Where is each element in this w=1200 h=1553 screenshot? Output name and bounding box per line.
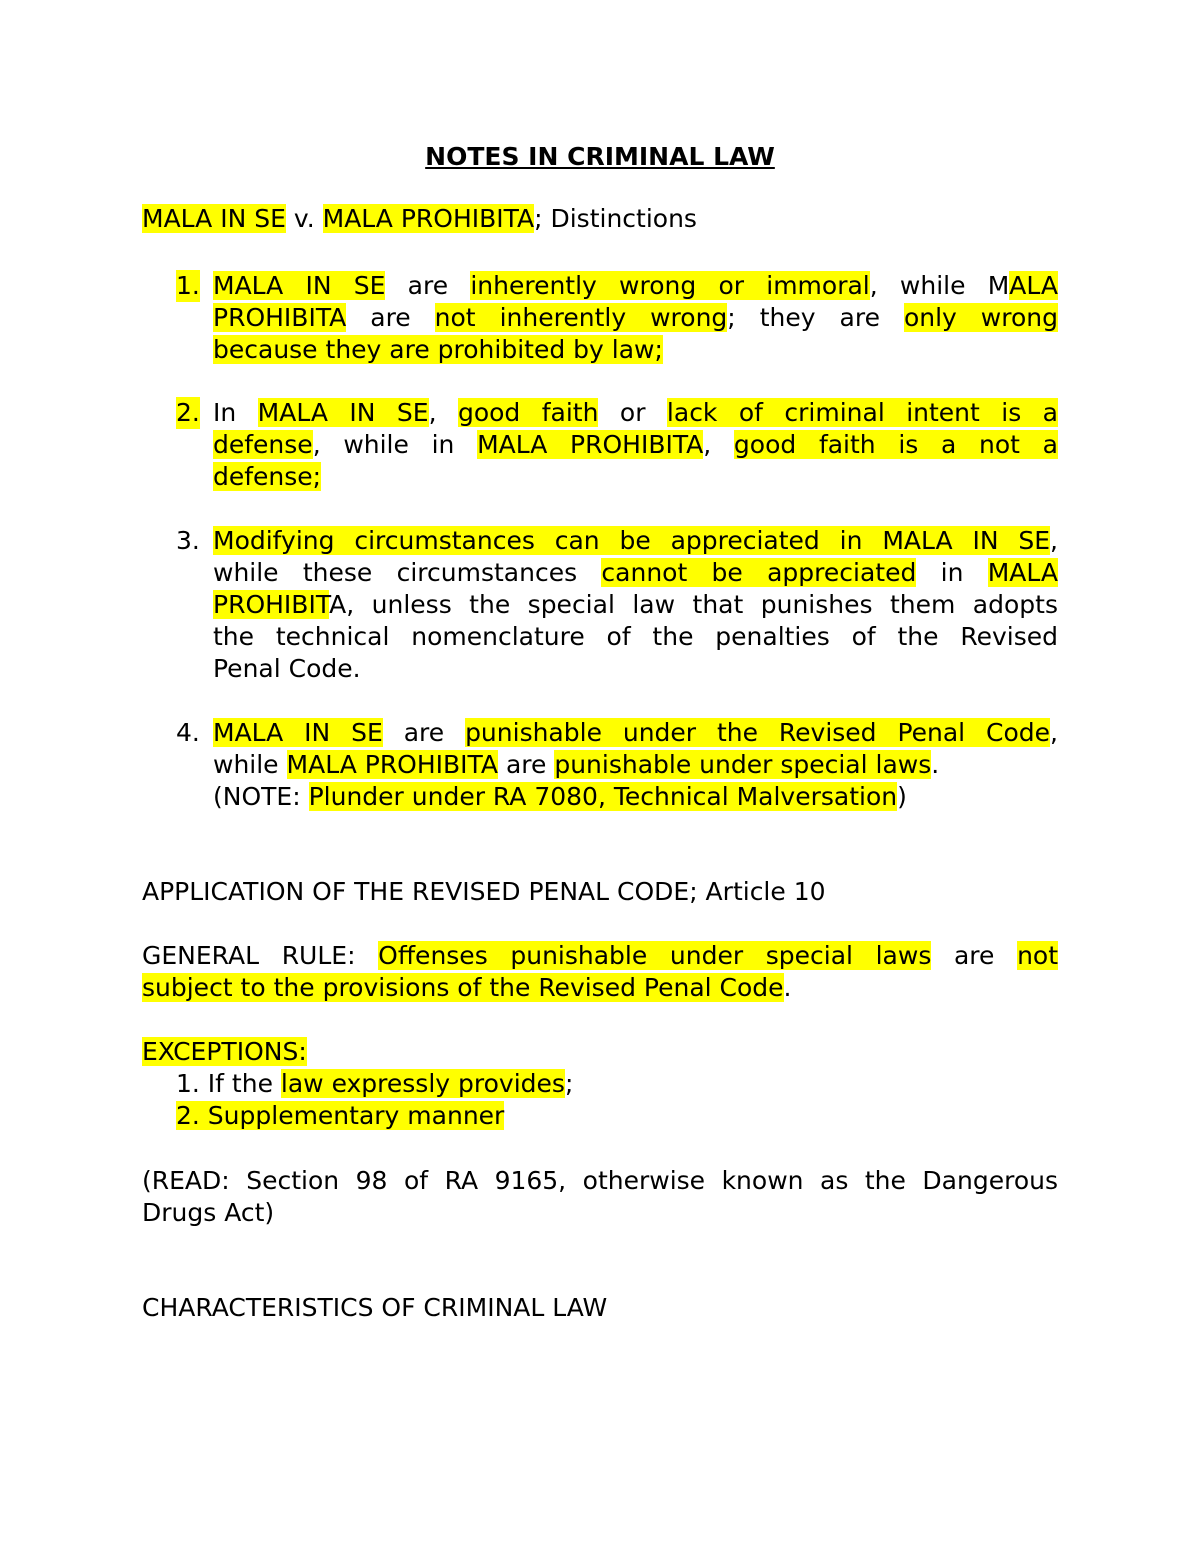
highlight: punishable under special laws — [554, 750, 932, 779]
text: ) — [897, 782, 907, 811]
highlight: EXCEPTIONS: — [142, 1037, 307, 1066]
text: A, unless the special law that punishes them adopts — [329, 590, 1058, 619]
text: (NOTE: — [213, 782, 309, 811]
highlight: Modifying circumstances can be appreciated — [213, 526, 840, 555]
section-heading-characteristics: CHARACTERISTICS OF CRIMINAL LAW — [142, 1293, 608, 1322]
text: 1. If the — [176, 1069, 281, 1098]
highlight: MALA — [987, 558, 1059, 587]
highlight: MALA IN SE — [213, 718, 383, 747]
text: are — [382, 718, 466, 747]
read-note — [142, 1165, 1058, 1229]
exception-item-2 — [176, 1100, 504, 1132]
text: In — [213, 398, 258, 427]
section-heading-distinctions — [142, 203, 697, 235]
exception-item-1 — [176, 1068, 573, 1100]
text: are — [498, 750, 555, 779]
list-number: 4. — [176, 718, 200, 747]
list-number: 2. — [176, 398, 200, 427]
highlight: not inherently wrong — [434, 303, 728, 332]
highlight: 2. Supplementary manner — [176, 1101, 505, 1130]
item-line: Penal Code. — [213, 654, 361, 683]
item-line — [213, 589, 1058, 621]
highlight: Plunder under RA 7080, Technical Malversation — [308, 782, 898, 811]
item-line: the technical nomenclature of the penalties of the Revised — [213, 622, 1058, 651]
text: while — [213, 750, 287, 779]
item-line — [213, 397, 1058, 429]
highlight: MALA IN SE — [257, 398, 429, 427]
highlight: MALA PROHIBITA — [286, 750, 498, 779]
highlight: in MALA IN SE — [839, 526, 1051, 555]
text: , — [428, 398, 458, 427]
item-line — [213, 717, 1058, 749]
text: ; they are — [727, 303, 904, 332]
exceptions-label — [142, 1036, 307, 1068]
highlight: punishable under the Revised Penal Code — [465, 718, 1051, 747]
highlight: PROHIBIT — [213, 590, 330, 619]
text: ; — [564, 1069, 574, 1098]
paragraph-line: Drugs Act) — [142, 1198, 275, 1227]
text: . — [931, 750, 940, 779]
text: are — [346, 303, 435, 332]
highlight: PROHIBITA — [213, 303, 347, 332]
paragraph-line — [142, 972, 1058, 1004]
list-number: 1. — [176, 271, 200, 300]
text: , while in — [312, 430, 478, 459]
highlight: MALA PROHIBITA — [477, 430, 704, 459]
highlight: MALA PROHIBITA — [322, 204, 535, 233]
text: while these circumstances — [213, 558, 602, 587]
item-line — [213, 557, 1058, 589]
text: , while M — [869, 271, 1010, 300]
text: , — [1050, 718, 1058, 747]
highlight: good faith is a not a — [733, 430, 1058, 459]
paragraph-line — [142, 940, 1058, 972]
general-rule-paragraph — [142, 940, 1058, 1004]
highlight: MALA IN SE — [142, 204, 286, 233]
list-number: 3. — [176, 526, 200, 555]
text: . — [783, 973, 792, 1002]
section-heading-application: APPLICATION OF THE REVISED PENAL CODE; Article 10 — [142, 877, 826, 906]
item-line — [213, 302, 1058, 334]
item-line — [213, 461, 1058, 493]
highlight: Offenses punishable under special laws — [378, 941, 932, 970]
highlight: only wrong — [903, 303, 1058, 332]
highlight: lack of criminal intent is a — [666, 398, 1058, 427]
highlight: cannot be appreciated — [601, 558, 917, 587]
item-line — [213, 270, 1058, 302]
paragraph-line: (READ: Section 98 of RA 9165, otherwise known as the Dangerous — [142, 1166, 1058, 1195]
highlight: law expressly provides — [280, 1069, 565, 1098]
text: GENERAL RULE: — [142, 941, 379, 970]
text: are — [385, 271, 471, 300]
item-line — [213, 781, 1058, 813]
text: are — [931, 941, 1018, 970]
highlight: good faith — [457, 398, 599, 427]
highlight: defense; — [213, 462, 322, 491]
text: in — [916, 558, 988, 587]
highlight: not — [1017, 941, 1059, 970]
text: or — [598, 398, 667, 427]
item-line — [213, 429, 1058, 461]
highlight: subject to the provisions of the Revised Penal Code — [142, 973, 784, 1002]
text: , — [703, 430, 734, 459]
highlight: defense — [213, 430, 313, 459]
highlight: inherently wrong or immoral — [470, 271, 870, 300]
text: , — [1050, 526, 1058, 555]
item-line — [213, 525, 1058, 557]
item-line — [213, 749, 1058, 781]
text: v. — [285, 204, 323, 233]
highlight: MALA IN SE — [213, 271, 386, 300]
item-line — [213, 334, 1058, 366]
page-title: NOTES IN CRIMINAL LAW — [425, 142, 775, 171]
highlight: ALA — [1009, 271, 1058, 300]
highlight: because they are prohibited by law; — [213, 335, 663, 364]
text: ; Distinctions — [534, 204, 697, 233]
